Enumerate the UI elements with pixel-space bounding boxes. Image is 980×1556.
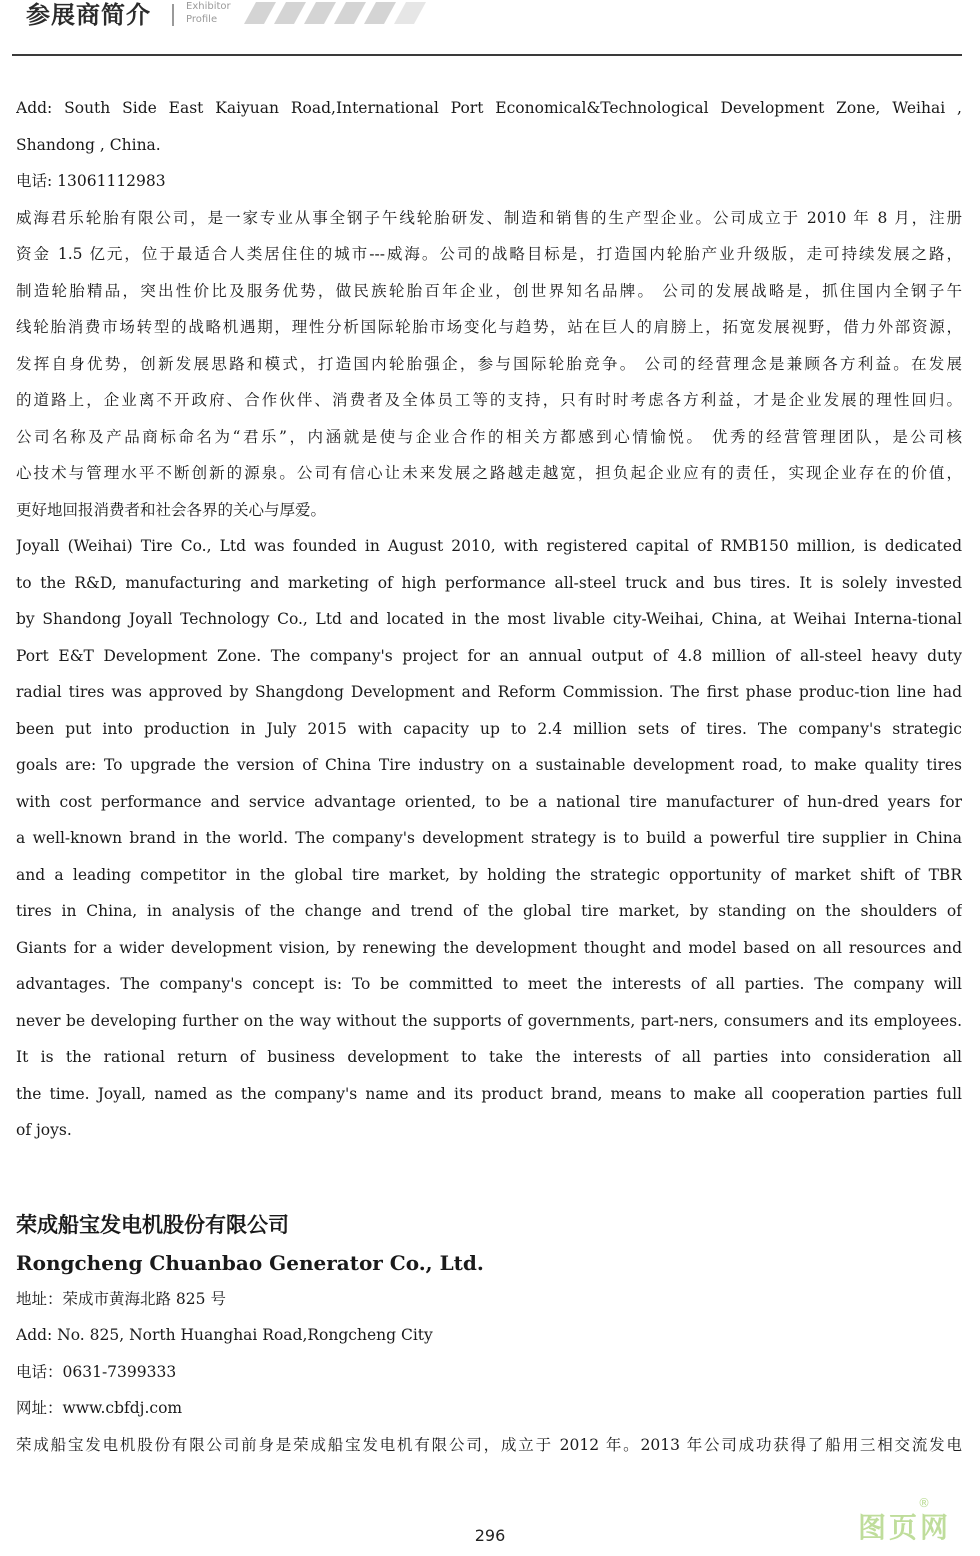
paragraph-line: 更好地回报消费者和社会各界的关心与厚爱。 <box>16 500 327 519</box>
paragraph-line: 公司名称及产品商标命名为“君乐”，内涵就是使与企业合作的相关方都感到心情愉悦。 优秀的经营管理团队，是公司核 <box>16 427 962 446</box>
paragraph-line: to the R&D, manufacturing and marketing of high performance all-steel truck and bus tires. It is solely invested <box>16 573 962 592</box>
company2-name-en: Rongcheng Chuanbao Generator Co., Ltd. <box>16 1250 484 1275</box>
address-line: Shandong , China. <box>16 135 161 154</box>
paragraph-line: Joyall (Weihai) Tire Co., Ltd was founded in August 2010, with registered capital of RMB150 million, is dedicated <box>16 537 962 555</box>
section-subtitle-line2: Profile <box>186 14 218 25</box>
paragraph-line: advantages. The company's concept is: To be committed to meet the interests of all parties. The company will <box>16 975 962 993</box>
paragraph-line: 制造轮胎精品，突出性价比及服务优势，做民族轮胎百年企业，创世界知名品牌。 公司的发展战略是，抓住国内全钢子午 <box>16 281 962 300</box>
paragraph-line: of joys. <box>16 1121 72 1139</box>
company2-website: 网址：www.cbfdj.com <box>16 1399 183 1417</box>
section-subtitle <box>186 0 231 26</box>
address-line: Add: South Side East Kaiyuan Road,International Port Economical&Technological Development Zone, Weihai , <box>16 99 962 117</box>
watermark-registered-mark: ® <box>918 1496 930 1510</box>
company2-block <box>16 1207 962 1464</box>
paragraph-line: tires in China, in analysis of the change and trend of the global tire market, by standing on the shoulders of <box>16 902 962 920</box>
paragraph-line: 心技术与管理水平不断创新的源泉。公司有信心让未来发展之路越走越宽，担负起企业应有的责任，实现企业存在的价值， <box>16 464 962 482</box>
paragraph-line: 线轮胎消费市场转型的战略机遇期，理性分析国际轮胎市场变化与趋势，站在巨人的肩膀上，拓宽发展视野，借力外部资源， <box>16 318 962 336</box>
section-title: 参展商简介 <box>26 1 151 29</box>
paragraph-line: never be developing further on the way without the supports of governments, part-ners, consumers and its employees. <box>16 1011 962 1030</box>
paragraph-line: radial tires was approved by Shangdong Development and Reform Commission. The first phase produc-tion line had <box>16 683 962 701</box>
company2-address-cn: 地址：荣成市黄海北路 825 号 <box>16 1289 226 1308</box>
paragraph-line: 发挥自身优势，创新发展思路和模式，打造国内轮胎强企，参与国际轮胎竞争。 公司的经营理念是兼顾各方利益。在发展 <box>16 354 962 373</box>
header-stripes-decoration <box>236 2 436 24</box>
paragraph-line: a well-known brand in the world. The company's development strategy is to build a powerful tire supplier in China <box>16 829 962 847</box>
paragraph-line: Giants for a wider development vision, by renewing the development thought and model based on all resources and <box>16 938 962 957</box>
paragraph-line: with cost performance and service advantage oriented, to be a national tire manufacturer of hun-dred years for <box>16 792 962 811</box>
company1-address <box>16 90 962 163</box>
page-content <box>16 90 962 1463</box>
paragraph-line: 资金 1.5 亿元，位于最适合人类居住住的城市---威海。公司的战略目标是，打造国内轮胎产业升级版，走可持续发展之路， <box>16 245 962 263</box>
company1-description-cn <box>16 200 962 529</box>
paragraph-line: the time. Joyall, named as the company's name and its product brand, means to make all cooperation parties full <box>16 1084 962 1103</box>
company2-address-en: Add: No. 825, North Huanghai Road,Rongcheng City <box>16 1326 433 1344</box>
paragraph-line: by Shandong Joyall Technology Co., Ltd and located in the most livable city-Weihai, China, at Weihai Interna-tional <box>16 610 962 628</box>
header-divider <box>172 4 174 26</box>
section-subtitle-line1: Exhibitor <box>186 1 231 12</box>
page-header <box>0 0 980 58</box>
company1-description-en <box>16 528 962 1149</box>
paragraph-line: Port E&T Development Zone. The company's project for an annual output of 4.8 million of all-steel heavy duty <box>16 646 962 665</box>
paragraph-line: 威海君乐轮胎有限公司，是一家专业从事全钢子午线轮胎研发、制造和销售的生产型企业。公司成立于 2010 年 8 月，注册 <box>16 208 962 227</box>
page-number: 296 <box>474 1526 506 1545</box>
company1-phone: 电话: 13061112983 <box>16 172 166 190</box>
header-rule <box>12 54 962 56</box>
paragraph-line: 荣成船宝发电机股份有限公司前身是荣成船宝发电机有限公司，成立于 2012 年。2013 年公司成功获得了船用三相交流发电 <box>16 1435 962 1454</box>
paragraph-line: 的道路上，企业离不开政府、合作伙伴、消费者及全体员工等的支持，只有时时考虑各方利益，才是企业发展的理性回归。 <box>16 391 962 409</box>
watermark-logo: 图页网 <box>858 1511 952 1544</box>
paragraph-line: and a leading competitor in the global tire market, by holding the strategic opportunity of market shift of TBR <box>16 865 962 884</box>
company2-name-cn: 荣成船宝发电机股份有限公司 <box>16 1212 289 1237</box>
paragraph-line: been put into production in July 2015 with capacity up to 2.4 million sets of tires. The company's strategic <box>16 719 962 738</box>
paragraph-line: It is the rational return of business development to take the interests of all parties into consideration all <box>16 1048 962 1066</box>
section-gap <box>16 1149 962 1207</box>
company2-phone: 电话：0631-7399333 <box>16 1362 177 1381</box>
paragraph-line: goals are: To upgrade the version of China Tire industry on a sustainable development road, to make quality tires <box>16 756 962 774</box>
